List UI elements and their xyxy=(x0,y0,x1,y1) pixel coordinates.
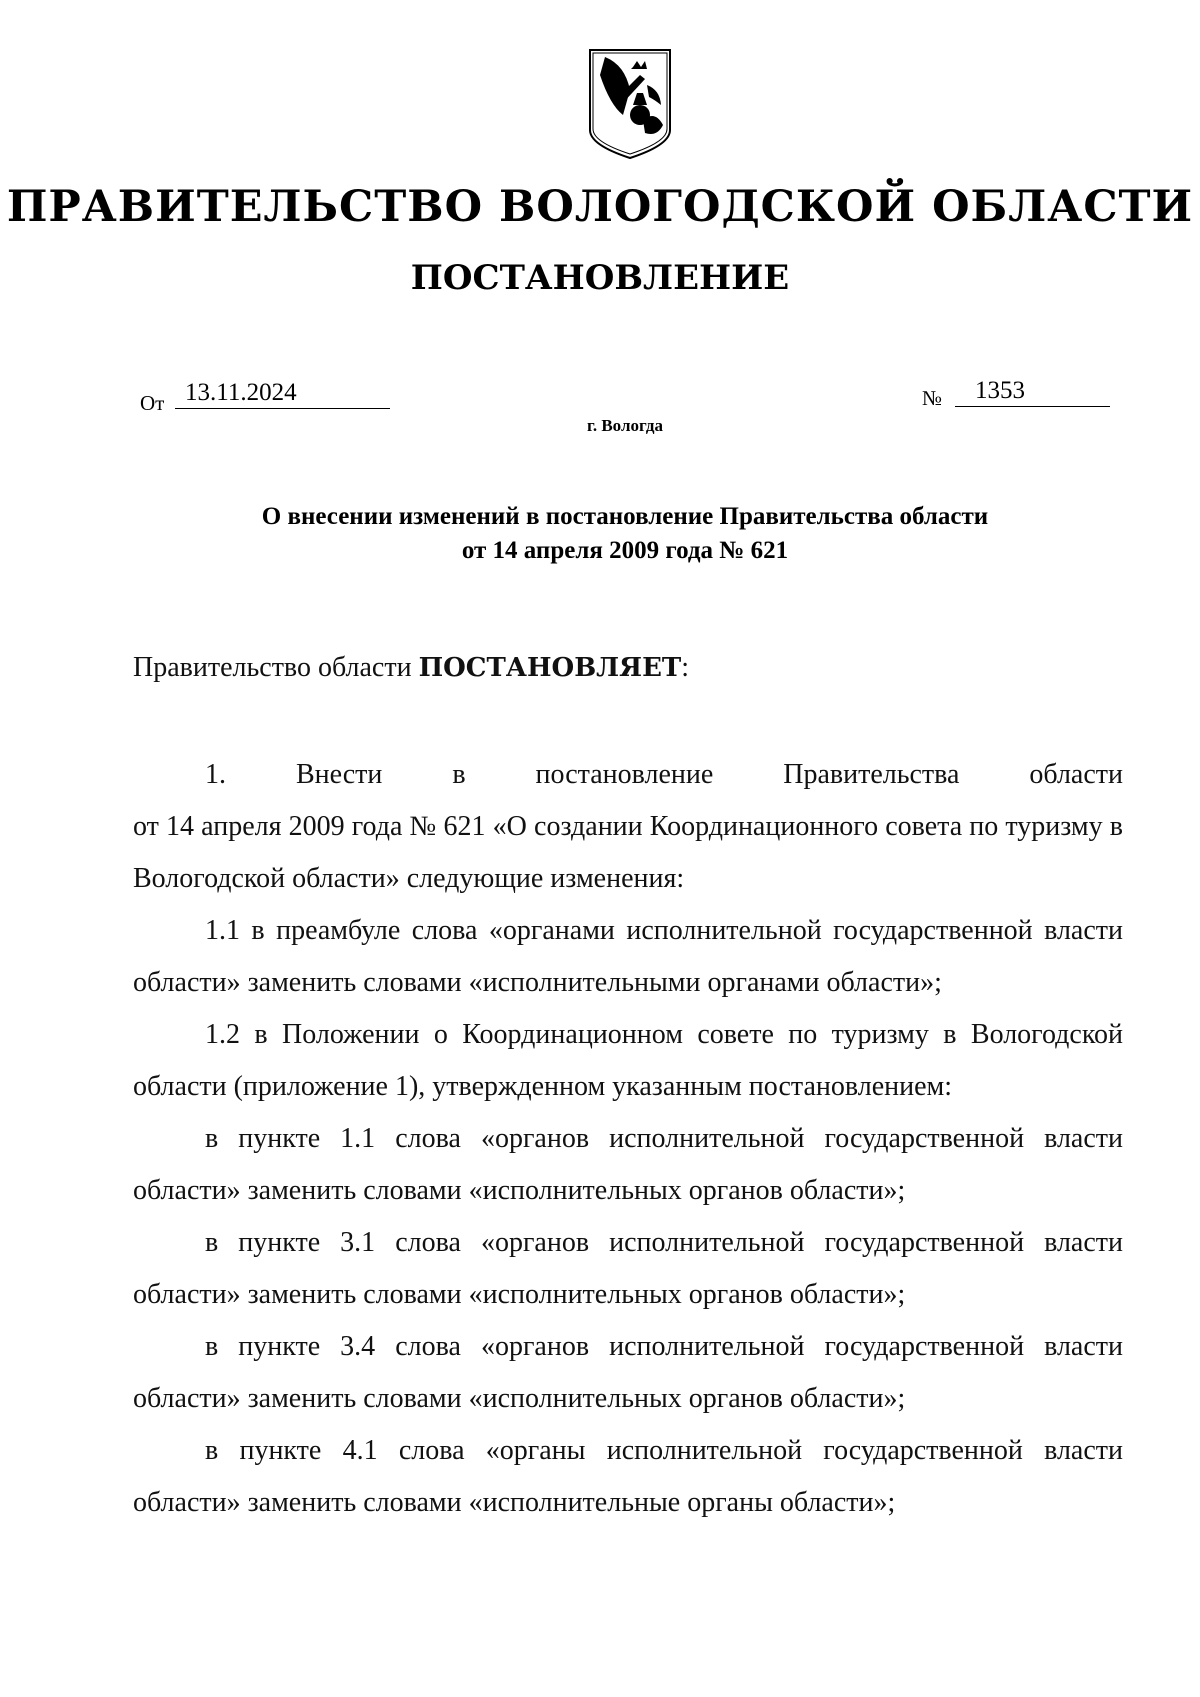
paragraph-item: 1.2 в Положении о Координационном совете по туризму в Вологодской области (приложение 1), утвержденном указанным постановлением: xyxy=(133,1019,1123,1102)
subject-line-2: от 14 апреля 2009 года № 621 xyxy=(461,537,789,564)
word: Внести xyxy=(295,759,383,790)
document-number: 1353 xyxy=(955,376,1110,407)
document-subject xyxy=(0,500,1200,568)
paragraph-item: в пункте 1.1 слова «органов исполнительной государственной власти области» заменить словами «исполнительных органов области»; xyxy=(133,1123,1123,1206)
preamble-emphasis: ПОСТАНОВЛЯЕТ xyxy=(418,653,682,683)
subject-line-1: О внесении изменений в постановление Правительства области xyxy=(261,503,989,530)
preamble xyxy=(133,650,1123,686)
word: 1. xyxy=(205,759,226,790)
paragraph-item: в пункте 3.1 слова «органов исполнительной государственной власти области» заменить словами «исполнительных органов области»; xyxy=(133,1227,1123,1310)
word: постановление xyxy=(535,759,714,790)
word: области xyxy=(1029,759,1123,790)
word: Правительства xyxy=(783,759,960,790)
document-body xyxy=(133,749,1123,1529)
date-label: От xyxy=(140,391,165,415)
paragraph-item: в пункте 4.1 слова «органы исполнительной государственной власти области» заменить словами «исполнительные органы области»; xyxy=(133,1435,1123,1518)
document-type: ПОСТАНОВЛЕНИЕ xyxy=(410,258,790,298)
preamble-suffix: : xyxy=(681,652,690,683)
coat-of-arms-icon xyxy=(585,45,675,163)
number-label: № xyxy=(922,386,943,410)
document-date: 13.11.2024 xyxy=(175,378,390,409)
city: г. Вологда xyxy=(587,416,663,435)
paragraph-1-rest: от 14 апреля 2009 года № 621 «О создании Координационного совета по туризму в Вологодской области» следующие изменения: xyxy=(133,811,1123,894)
paragraph-item: 1.1 в преамбуле слова «органами исполнительной государственной власти области» заменить словами «исполнительными органами области»; xyxy=(133,915,1123,998)
government-title: ПРАВИТЕЛЬСТВО ВОЛОГОДСКОЙ ОБЛАСТИ xyxy=(6,182,1194,232)
preamble-text: Правительство области xyxy=(133,652,419,683)
paragraph-1-first-line xyxy=(133,749,1123,801)
paragraph-item: в пункте 3.4 слова «органов исполнительной государственной власти области» заменить словами «исполнительных органов области»; xyxy=(133,1331,1123,1414)
word: в xyxy=(452,759,466,790)
